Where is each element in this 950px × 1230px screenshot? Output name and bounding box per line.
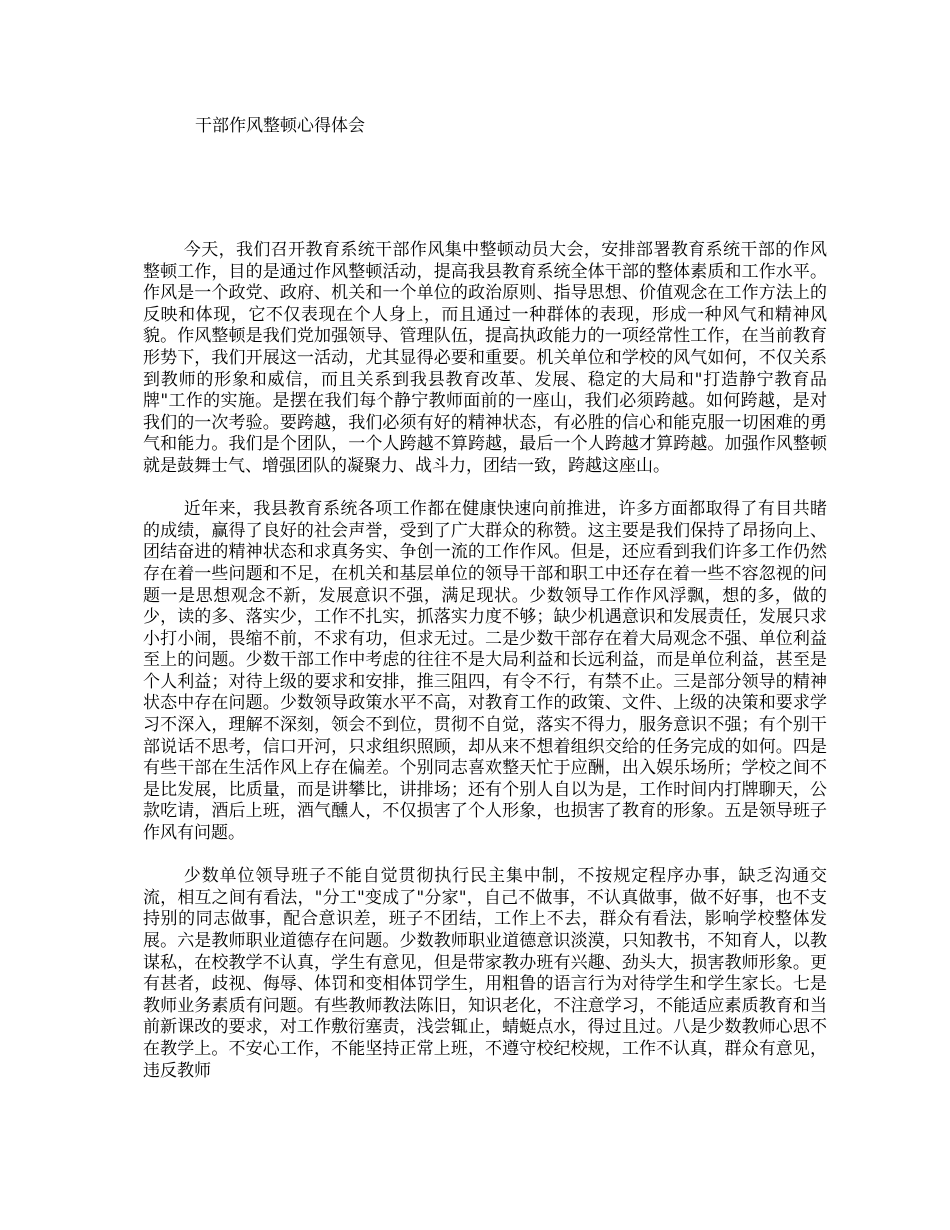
document-title: 干部作风整顿心得体会 xyxy=(195,116,365,136)
paragraph-3: 少数单位领导班子不能自觉贯彻执行民主集中制，不按规定程序办事，缺乏沟通交流，相互之间有看法，"分工"变成了"分家"，自己不做事，不认真做事，做不好事，也不支持别的同志做事，配合意识差，班子不团结，工作上不去，群众有看法，影响学校整体发展。六是教师职业道德存在问题。少数教师职业道德意识淡漠，只知教书，不知育人，以教谋私，在校教学不认真，学生有意见，但是带家教办班有兴趣、劲头大，损害教师形象。更有甚者，歧视、侮辱、体罚和变相体罚学生，用粗鲁的语言行为对待学生和学生家长。七是教师业务素质有问题。有些教师教法陈旧，知识老化，不注意学习，不能适应素质教育和当前新课改的要求，对工作敷衍塞责，浅尝辄止，蜻蜓点水，得过且过。八是少数教师心思不在教学上。不安心工作，不能坚持正常上班，不遵守校纪校规，工作不认真，群众有意见，违反教师 xyxy=(143,866,827,1081)
document-body xyxy=(143,240,827,1082)
paragraph-2: 近年来，我县教育系统各项工作都在健康快速向前推进，许多方面都取得了有目共睹的成绩，赢得了良好的社会声誉，受到了广大群众的称赞。这主要是我们保持了昂扬向上、团结奋进的精神状态和求真务实、争创一流的工作作风。但是，还应看到我们许多工作仍然存在着一些问题和不足，在机关和基层单位的领导干部和职工中还存在着一些不容忽视的问题一是思想观念不新，发展意识不强，满足现状。少数领导工作作风浮飘，想的多，做的少，读的多、落实少，工作不扎实，抓落实力度不够；缺少机遇意识和发展责任，发展只求小打小闹，畏缩不前，不求有功，但求无过。二是少数干部存在着大局观念不强、单位利益至上的问题。少数干部工作中考虑的往往不是大局利益和长远利益，而是单位利益，甚至是个人利益；对待上级的要求和安排，推三阻四，有令不行，有禁不止。三是部分领导的精神状态中存在问题。少数领导政策水平不高，对教育工作的政策、文件、上级的决策和要求学习不深入，理解不深刻，领会不到位，贯彻不自觉，落实不得力，服务意识不强；有个别干部说话不思考，信口开河，只求组织照顾，却从来不想着组织交给的任务完成的如何。四是有些干部在生活作风上存在偏差。个别同志喜欢整天忙于应酬，出入娱乐场所；学校之间不是比发展，比质量，而是讲攀比，讲排场；还有个别人自以为是，工作时间内打牌聊天，公款吃请，酒后上班，酒气醺人，不仅损害了个人形象，也损害了教育的形象。五是领导班子作风有问题。 xyxy=(143,499,827,844)
paragraph-1: 今天，我们召开教育系统干部作风集中整顿动员大会，安排部署教育系统干部的作风整顿工作，目的是通过作风整顿活动，提高我县教育系统全体干部的整体素质和工作水平。作风是一个政党、政府、机关和一个单位的政治原则、指导思想、价值观念在工作方法上的反映和体现，它不仅表现在个人身上，而且通过一种群体的表现，形成一种风气和精神风貌。作风整顿是我们党加强领导、管理队伍，提高执政能力的一项经常性工作，在当前教育形势下，我们开展这一活动，尤其显得必要和重要。机关单位和学校的风气如何，不仅关系到教师的形象和威信，而且关系到我县教育改革、发展、稳定的大局和"打造静宁教育品牌"工作的实施。是摆在我们每个静宁教师面前的一座山，我们必须跨越。如何跨越，是对我们的一次考验。要跨越，我们必须有好的精神状态，有必胜的信心和能克服一切困难的勇气和能力。我们是个团队，一个人跨越不算跨越，最后一个人跨越才算跨越。加强作风整顿就是鼓舞士气、增强团队的凝聚力、战斗力，团结一致，跨越这座山。 xyxy=(143,240,827,476)
